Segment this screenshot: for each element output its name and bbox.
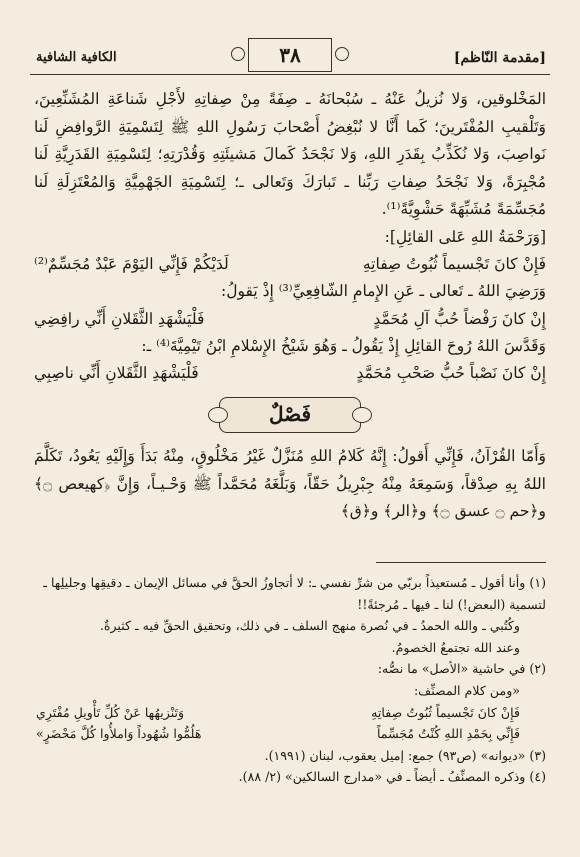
verse-1 [34, 251, 546, 278]
paragraph-poet-intro: [وَرَحْمَةُ اللهِ عَلى القائِلِ]: [384, 227, 546, 246]
page-number: ٣٨ [248, 38, 332, 72]
book-title: الكافية الشافية [36, 50, 117, 65]
footnote-3: (٣) «ديوانه» (ص٩٣) جمع: إميل يعقوب، لبنان (١٩٩١). [264, 747, 546, 763]
paragraph-quran: وَأَمّا القُرْآنُ، فَإِنِّي أَقولُ: إِنَّهُ كَلامُ اللهِ مُنَزَّلٌ غَيْرُ مَخْلُوقٍ، مِنْهُ بَدَأَ وَإِلَيْهِ يَعُودُ، تَكَلَّمَ اللهُ بِهِ صِدْقاً، وَسَمِعَهُ مِنْهُ جِبْرِيلُ حَقّاً، وَبَلَّغَهُ مُحَمَّداً ﷺ وَحْـيـاً، وَإِنَّ ﴿كهيعص ۝﴾ و﴿حم ۝ عسق ۝﴾ و﴿الر﴾ و﴿ق﴾ [34, 447, 546, 520]
footnote-2-verse-2-first: فَإِنِّي بِحَمْدِ اللهِ كُنْتُ مُجَسِّماً [376, 726, 520, 742]
verse-3-second-hemistich: فَلْيَشْهَدِ الثَّقَلانِ أَنِّي ناصِبِي [34, 364, 199, 382]
verse-1-second-hemistich: لَدَيْكُمْ فَإِنِّي اليَوْمَ عَبْدٌ مُجَسِّمٌ⁽²⁾ [34, 255, 229, 273]
verse-2 [34, 306, 546, 333]
verse-3 [34, 360, 546, 387]
footnote-4: (٤) وذكره المصنِّفُ ـ أيضاً ـ في «مدارج السالكين» (٢/ ٨٨). [238, 769, 546, 785]
section-banner: فَصْلٌ [219, 397, 361, 433]
footnote-2: (٢) في حاشية «الأصل» ما نصُّه: [377, 661, 546, 677]
verse-2-first-hemistich: إِنْ كانَ رَفْضاً حُبُّ آلِ مُحَمَّدٍ [373, 309, 546, 328]
footnote-1-continued: وكُتُبي ـ والله الحمدُ ـ في نُصرة منهج السلف ـ في ذلك، وتحقيق الحقِّ فيه ـ كثيرةٌ. [99, 618, 520, 634]
footnote-1: (١) وأنا أقول ـ مُستعيذاً بربّي من شرِّ نفسي ـ: لا أتجاوزُ الحقَّ في مسائل الإيمان ـ دقيقِها وجليلِها ـ لتسمية (البعض!) لنا ـ فيها ـ مُرجئةً!! [43, 575, 546, 612]
paragraph-ibn-taymiyya: وَقَدَّسَ اللهُ رُوحَ القائِلِ إِذْ يَقُولُ ـ وَهُوَ شَيْخُ الإِسْلامِ ابْنُ تَيْمِيَّةَ⁽⁴⁾ ـ: [141, 336, 546, 355]
verse-3-first-hemistich: إِنْ كانَ نَصْباً حُبُّ صَحْبِ مُحَمَّدٍ [356, 364, 546, 382]
footnote-2-verse-1 [36, 702, 546, 724]
footnote-2-verse-1-first: فَإِنْ كانَ تَجْسيماً ثُبُوتُ صِفاتِهِ [371, 704, 520, 720]
paragraph-shafii: وَرَضِيَ اللهُ ـ تَعالى ـ عَنِ الإِمامِ الشّافِعِيِّ⁽³⁾ إِذْ يَقولُ: [221, 282, 546, 300]
footnote-2-verse-1-second: وَتَنْزيهُها عَنْ كُلِّ تَأْويلِ مُفْتَرِي [36, 704, 185, 720]
footnotes [36, 572, 546, 788]
main-text [34, 86, 546, 526]
verse-2-second-hemistich: فَلْيَشْهَدِ الثَّقَلانِ أَنِّي رافِضِي [34, 309, 205, 328]
footnote-2-quote-intro: «ومن كلام المصنِّف: [413, 682, 520, 698]
footnote-2-verse-2-second: هَلُمُّوا شُهُوداً وَاملأُوا كُلَّ مَحْضَرٍ» [36, 726, 202, 742]
verse-1-first-hemistich: فَإِنْ كانَ تَجْسيماً ثُبُوتُ صِفاتِهِ [362, 255, 546, 273]
footnote-separator [376, 562, 546, 563]
section-title: [مقدمة النّاظم] [453, 50, 546, 66]
running-header [30, 44, 550, 75]
paragraph-intro: المَخْلوقين، وَلا نُزيلُ عَنْهُ ـ سُبْحانَهُ ـ صِفَةً مِنْ صِفاتِهِ لأَجْلِ شَناعَةِ المُشَنِّعِينَ، وَتَلْقيبِ المُفْتَرينَ؛ كَما أَنَّا لا نُبْغِضُ أَصْحابَ رَسُولِ اللهِ ﷺ لِتَسْمِيَةِ الرَّوافِضِ لَنا نَواصِبَ، وَلا نُكَذِّبُ بِقَدَرِ اللهِ، وَلا نَجْحَدُ كَمالَ مَشيئَتِهِ وَقُدْرَتِهِ؛ لِتَسْمِيَةِ القَدَرِيَّةِ لَنا مُجْبِرَةً، وَلا نَجْحَدُ صِفاتِ رَبِّنا ـ تَبارَكَ وَتَعالى ـ؛ لِتَسْمِيَةِ الجَهْمِيَّةِ وَالمُعْتَزِلَةِ لَنا مُجَسِّمَةً مُشَبِّهَةً حَشْوِيَّةً⁽¹⁾. [34, 90, 546, 218]
footnote-1-closing: وعند الله تجتمعُ الخصومُ. [391, 639, 520, 655]
footnote-2-verse-2 [36, 723, 546, 745]
